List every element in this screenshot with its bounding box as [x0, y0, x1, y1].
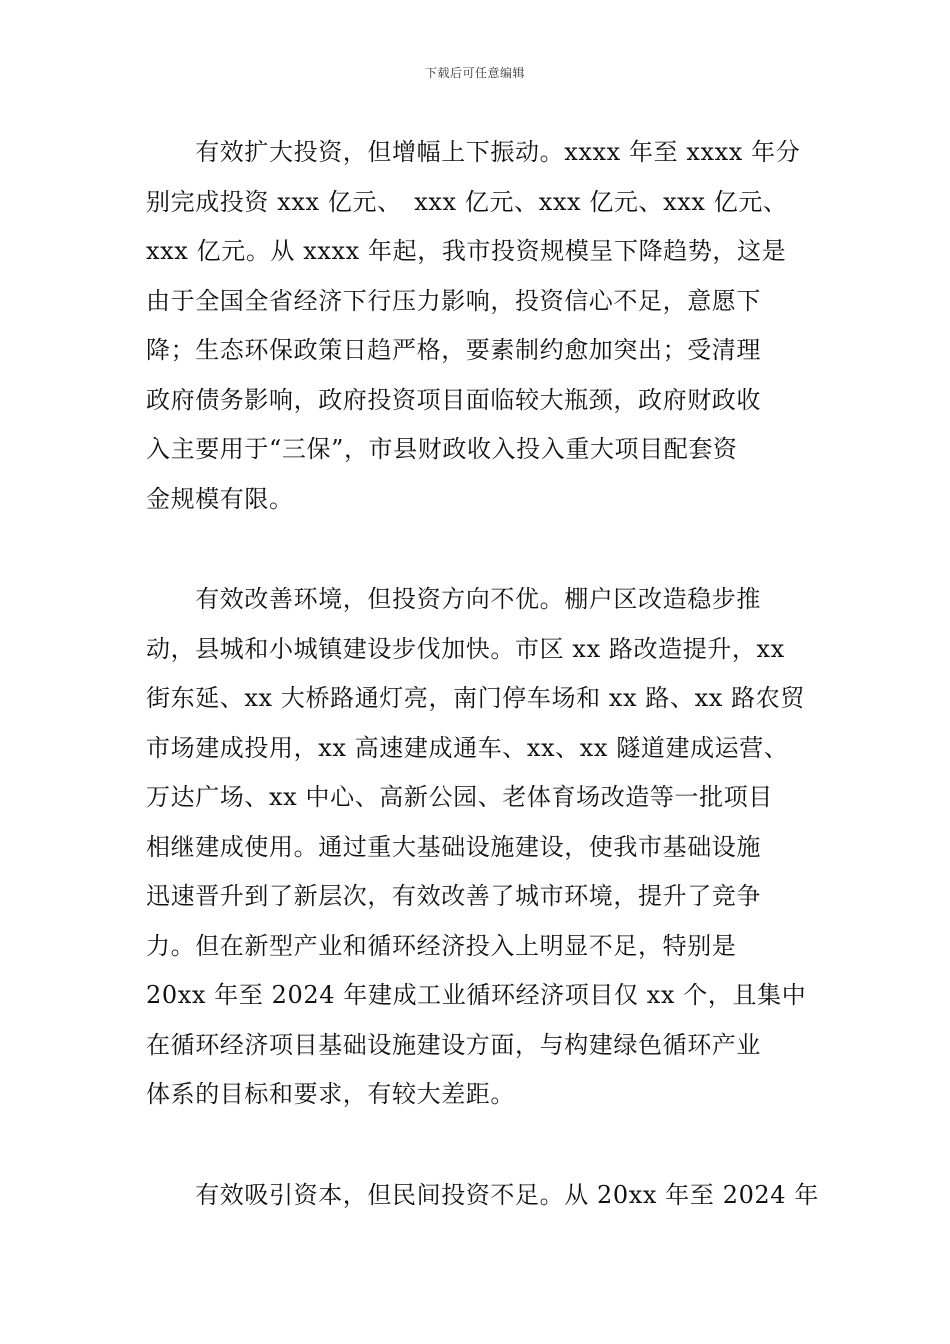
text-line: 街东延、xx 大桥路通灯亮，南门停车场和 xx 路、xx 路农贸 [146, 684, 805, 712]
text-line: 由于全国全省经济下行压力影响，投资信心不足，意愿下 [146, 286, 761, 315]
text-line: 有效扩大投资，但增幅上下振动。xxxx 年至 xxxx 年分 [146, 138, 801, 166]
paragraph-capital [146, 1171, 820, 1221]
text-line: xxx 亿元。从 xxxx 年起，我市投资规模呈下降趋势，这是 [146, 237, 787, 265]
text-line: 体系的目标和要求，有较大差距。 [146, 1080, 515, 1108]
paragraph-investment [146, 128, 810, 524]
text-line: 市场建成投用，xx 高速建成通车、xx、xx 隧道建成运营、 [146, 733, 789, 762]
text-line: 有效吸引资本，但民间投资不足。从 20xx 年至 2024 年 [146, 1180, 820, 1209]
text-line: 20xx 年至 2024 年建成工业循环经济项目仅 xx 个，且集中 [146, 981, 807, 1009]
text-line: 万达广场、xx 中心、高新公园、老体育场改造等一批项目 [146, 783, 773, 811]
page-header: 下载后可任意编辑 [424, 66, 525, 80]
text-line: 别完成投资 xxx 亿元、 xxx 亿元、xxx 亿元、xxx 亿元、 [146, 187, 788, 216]
text-line: 相继建成使用。通过重大基础设施建设，使我市基础设施 [146, 832, 761, 861]
text-line: 降；生态环保政策日趋严格，要素制约愈加突出；受清理 [146, 336, 761, 364]
text-line: 迅速晋升到了新层次，有效改善了城市环境，提升了竞争 [146, 882, 761, 910]
text-line: 金规模有限。 [146, 484, 294, 513]
document-body [146, 128, 820, 1271]
text-line: 动，县城和小城镇建设步伐加快。市区 xx 路改造提升，xx [146, 634, 785, 663]
text-line: 在循环经济项目基础设施建设方面，与构建绿色循环产业 [146, 1030, 761, 1059]
text-line: 入主要用于“三保”，市县财政收入投入重大项目配套资 [146, 435, 738, 463]
paragraph-environment [146, 575, 810, 1120]
text-line: 力。但在新型产业和循环经济投入上明显不足，特别是 [146, 931, 737, 960]
text-line: 政府债务影响，政府投资项目面临较大瓶颈，政府财政收 [146, 385, 761, 414]
text-line: 有效改善环境，但投资方向不优。棚户区改造稳步推 [146, 585, 761, 613]
